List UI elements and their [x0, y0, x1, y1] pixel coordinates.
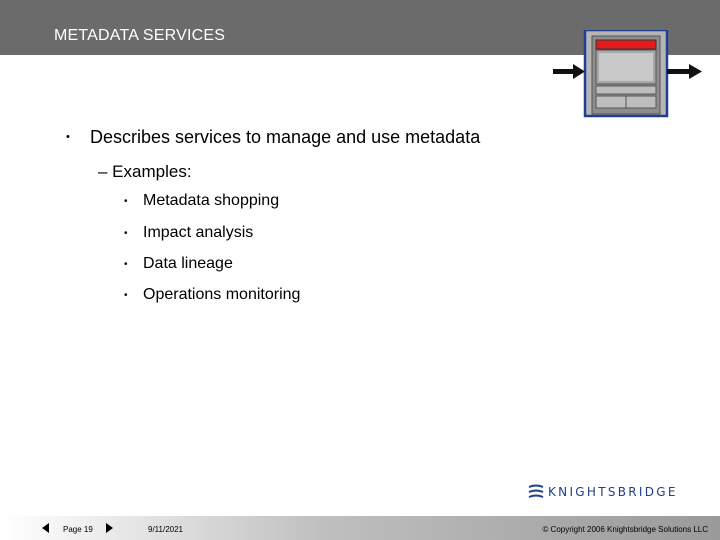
sub-heading-examples: – Examples:: [98, 162, 192, 181]
footer-date: 9/11/2021: [148, 525, 183, 534]
bullet-marker: •: [124, 290, 128, 301]
bullet-marker: •: [124, 196, 128, 207]
bullet-text: Impact analysis: [143, 224, 254, 241]
metadata-services-component-icon: [550, 30, 710, 120]
slide-title: METADATA SERVICES: [54, 27, 226, 44]
knightsbridge-logo: [528, 484, 678, 500]
logo-mark-icon: [528, 484, 544, 500]
next-slide-icon[interactable]: [106, 523, 113, 533]
bullet-marker: •: [66, 131, 70, 143]
bullet-marker: •: [124, 228, 128, 239]
bullet-text: Describes services to manage and use metadata: [90, 127, 481, 147]
bullet-marker: •: [124, 259, 128, 270]
bullet-text: Operations monitoring: [143, 286, 301, 303]
page-number: Page 19: [63, 525, 93, 534]
bullet-text: Metadata shopping: [143, 192, 280, 209]
logo-text: KNIGHTSBRIDGE: [548, 485, 678, 499]
bullet-text: Data lineage: [143, 255, 233, 272]
previous-slide-icon[interactable]: [42, 523, 49, 533]
footer-bar: [0, 516, 720, 540]
copyright-notice: © Copyright 2006 Knightsbridge Solutions LLC: [542, 525, 708, 534]
